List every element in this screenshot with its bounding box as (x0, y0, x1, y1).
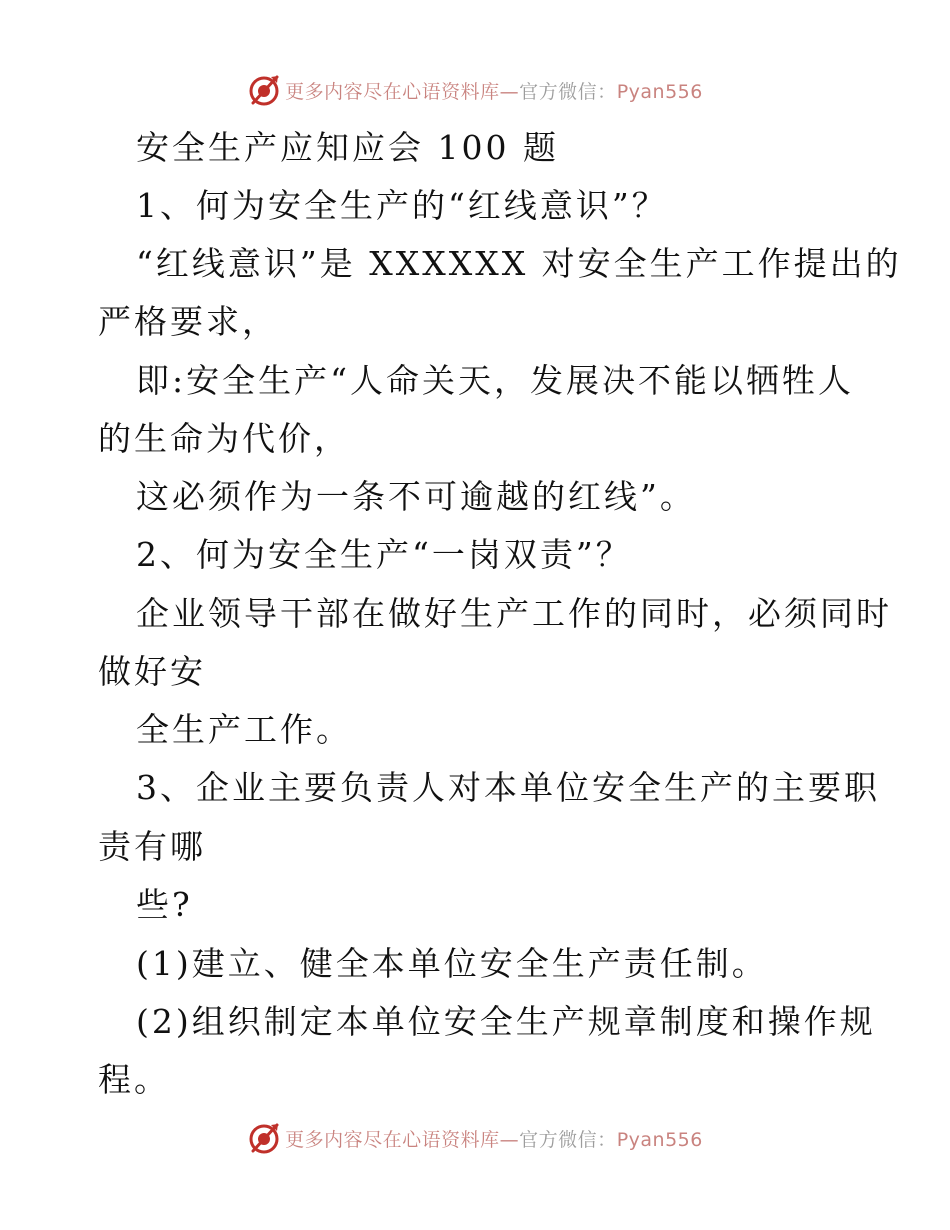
question-3-line-2: 责有哪 (98, 827, 206, 866)
watermark-banner-top (0, 70, 950, 110)
question-3-line-3: 些? (136, 885, 193, 924)
watermark-text (285, 77, 703, 104)
answer-3-item-2-line-2: 程。 (98, 1060, 170, 1099)
watermark-wechat-id: Pyan556 (616, 1128, 703, 1151)
answer-2-line-1: 企业领导干部在做好生产工作的同时，必须同时 (136, 594, 892, 633)
answer-1-line-1: “红线意识”是 XXXXXX 对安全生产工作提出的 (136, 244, 902, 283)
answer-1-line-4: 的生命为代价， (98, 419, 350, 458)
watermark-text (285, 1125, 703, 1152)
watermark-site: 更多内容尽在心语资料库 (285, 1128, 500, 1151)
watermark-wechat-id: Pyan556 (616, 80, 703, 103)
question-1: 1、何为安全生产的“红线意识”？ (136, 186, 668, 225)
watermark-banner-bottom (0, 1118, 950, 1158)
answer-1-line-2: 严格要求， (98, 302, 278, 341)
answer-1-line-5: 这必须作为一条不可逾越的红线”。 (136, 477, 696, 516)
watermark-dash: — (499, 1128, 520, 1151)
answer-3-item-1: (1)建立、健全本单位安全生产责任制。 (136, 944, 768, 983)
quill-seal-icon (247, 73, 281, 107)
question-2: 2、何为安全生产“一岗双责”？ (136, 535, 632, 574)
answer-2-line-2: 做好安 (98, 652, 206, 691)
quill-seal-icon (247, 1121, 281, 1155)
answer-2-line-3: 全生产工作。 (136, 710, 352, 749)
watermark-label: 官方微信： (519, 80, 617, 103)
watermark-site: 更多内容尽在心语资料库 (285, 80, 500, 103)
answer-1-line-3: 即:安全生产“人命关天，发展决不能以牺牲人 (136, 361, 854, 400)
answer-3-item-2-line-1: (2)组织制定本单位安全生产规章制度和操作规 (136, 1002, 876, 1041)
question-3-line-1: 3、企业主要负责人对本单位安全生产的主要职 (136, 768, 880, 807)
watermark-dash: — (499, 80, 520, 103)
watermark-label: 官方微信： (519, 1128, 617, 1151)
document-title: 安全生产应知应会 100 题 (136, 128, 559, 167)
